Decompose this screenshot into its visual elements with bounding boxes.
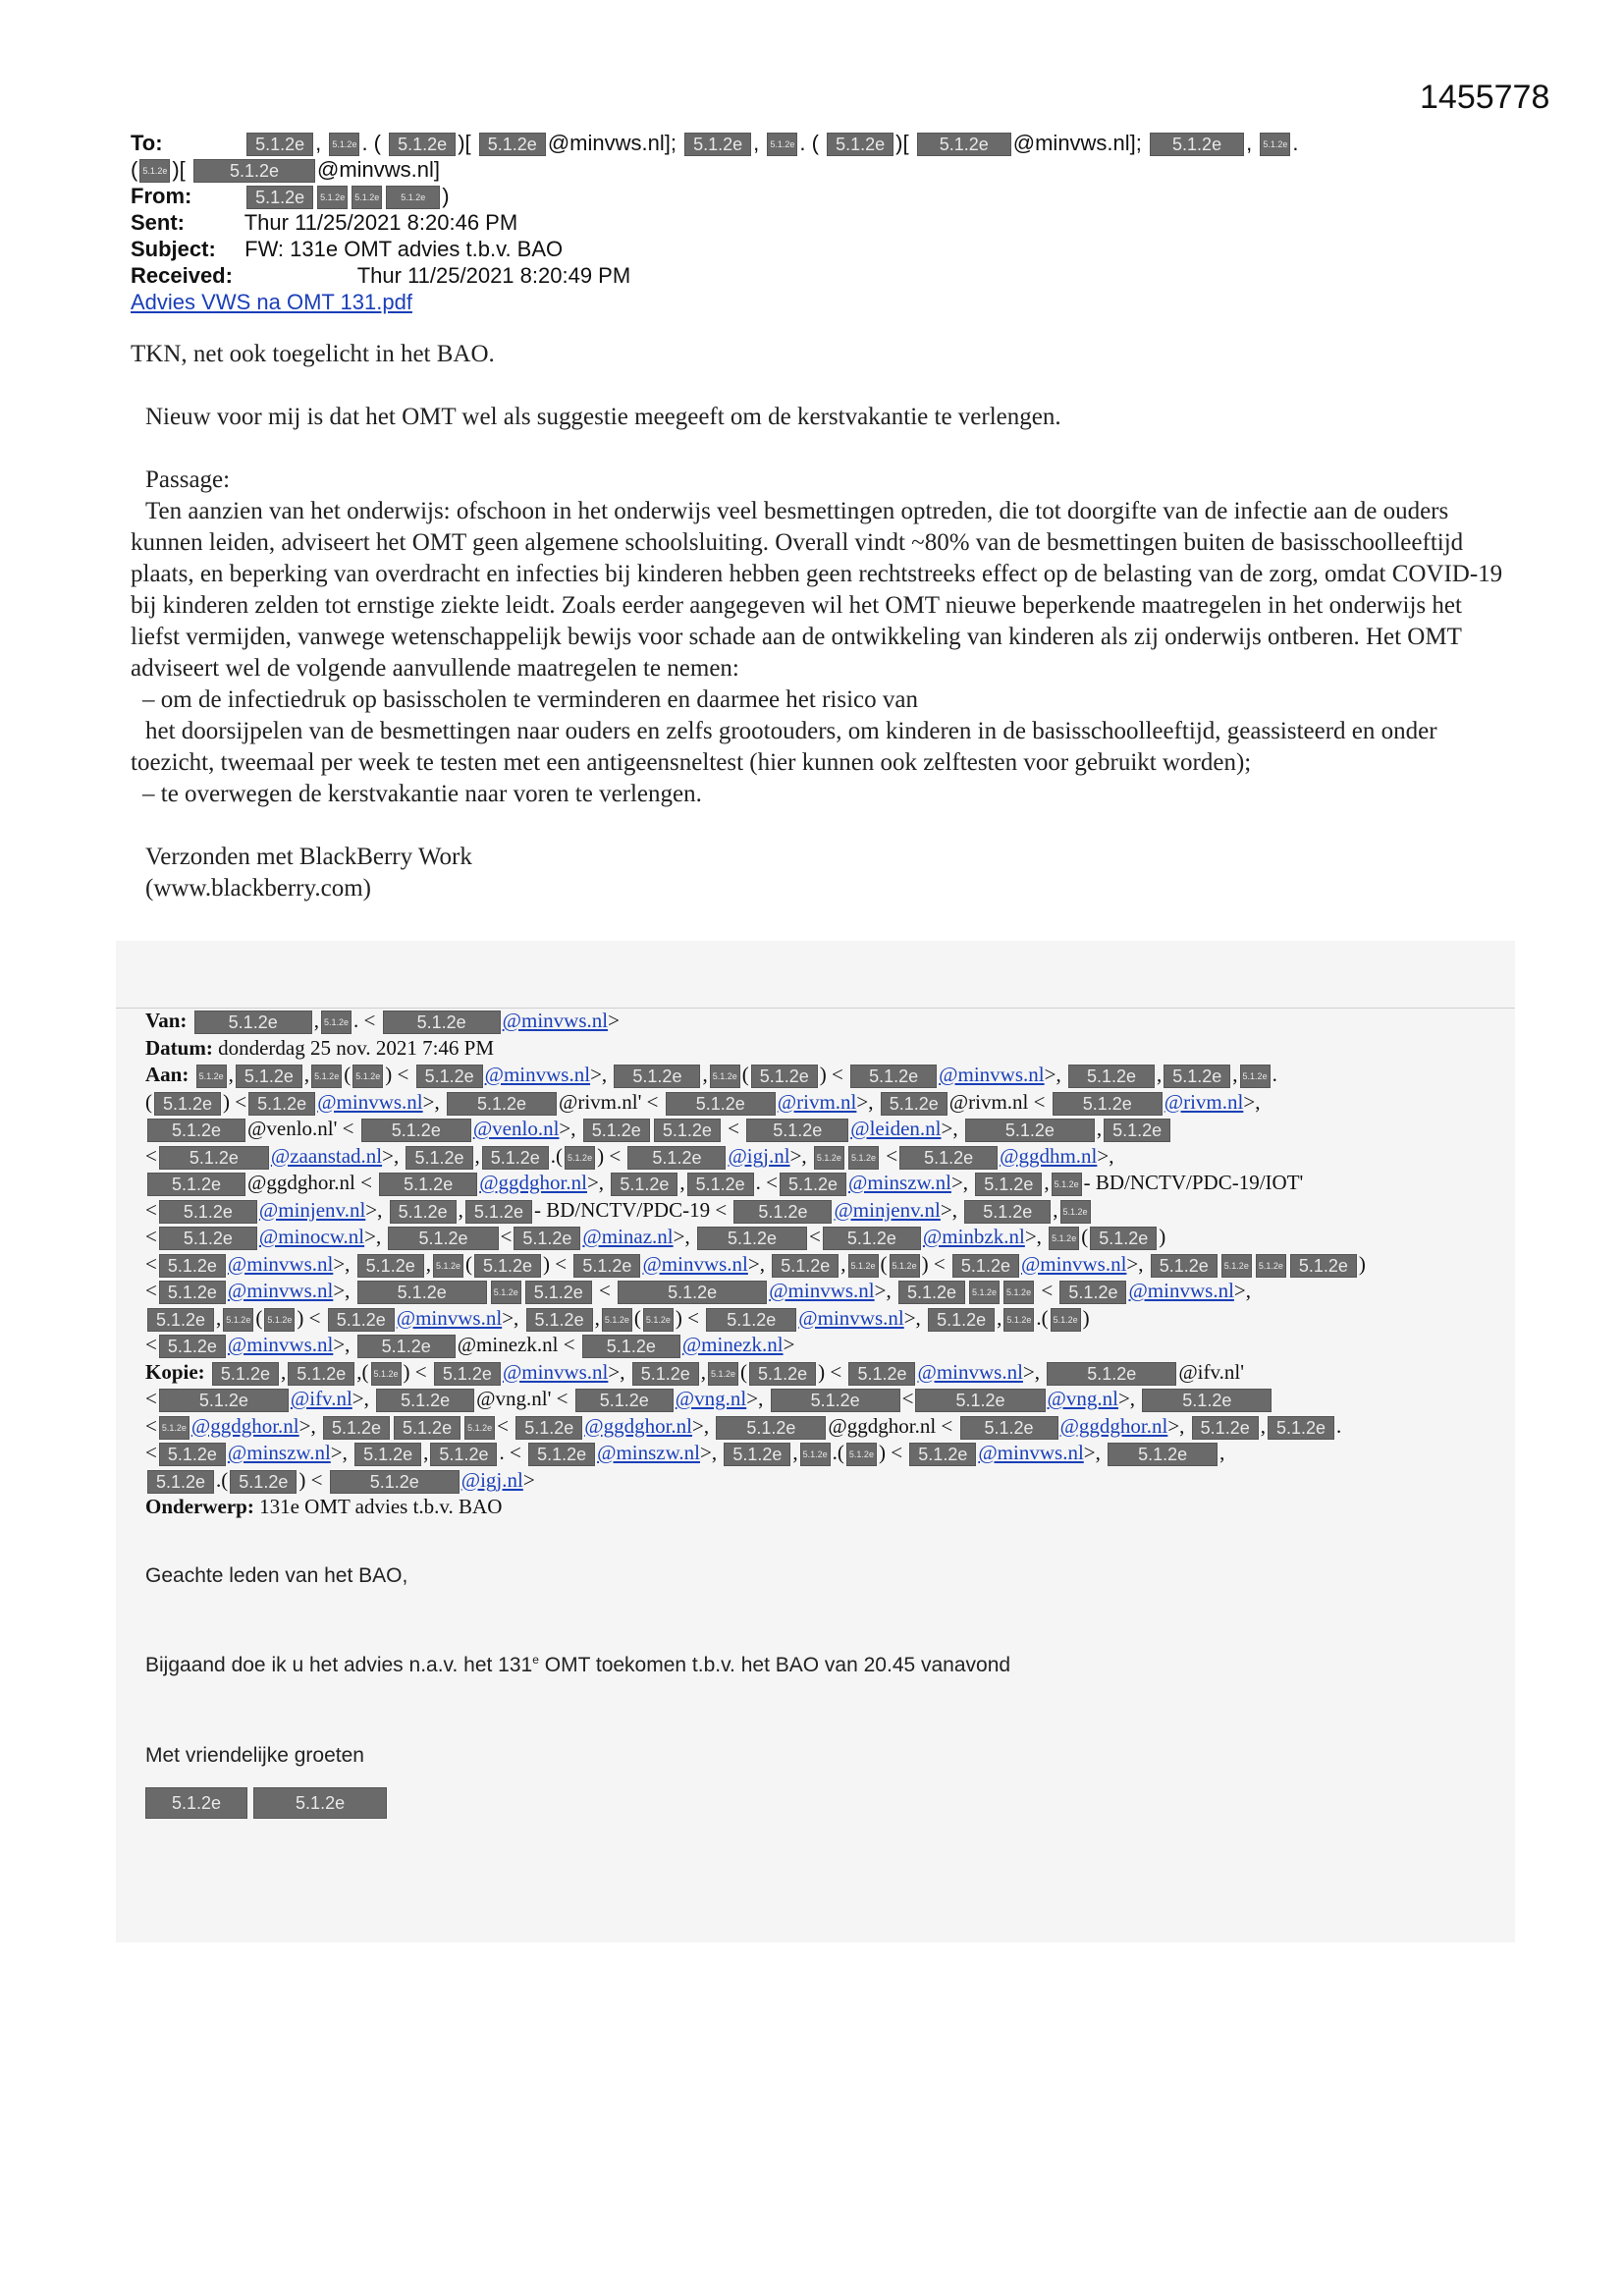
email-link[interactable]: @minbzk.nl (922, 1225, 1025, 1248)
redaction: 5.1.2e (964, 1200, 1051, 1224)
redaction: 5.1.2e (328, 1308, 395, 1332)
document-number: 1455778 (1420, 79, 1550, 116)
redaction: 5.1.2e (139, 159, 170, 183)
redaction: 5.1.2e (1268, 1416, 1334, 1440)
redaction: 5.1.2e (1051, 1308, 1081, 1332)
redaction: 5.1.2e (1060, 1200, 1091, 1224)
redaction: 5.1.2e (357, 1281, 487, 1304)
redaction: 5.1.2e (386, 186, 440, 209)
sent-value: Thur 11/25/2021 8:20:46 PM (244, 210, 518, 235)
sent-label: Sent: (131, 210, 185, 235)
email-link[interactable]: @minvws.nl (1128, 1279, 1234, 1302)
email-link[interactable]: @minvws.nl (227, 1279, 334, 1302)
email-link[interactable]: @ifv.nl (290, 1387, 352, 1410)
redaction: 5.1.2e (881, 1092, 947, 1116)
redaction: 5.1.2e (899, 1146, 998, 1170)
to-line-2: ( 5.1.2e )[ 5.1.2e @minvws.nl] (131, 157, 441, 182)
redaction: 5.1.2e (376, 1389, 474, 1412)
received-line (131, 262, 1544, 289)
redaction: 5.1.2e (479, 133, 546, 156)
redaction: 5.1.2e (800, 1443, 831, 1466)
redaction: 5.1.2e (464, 1416, 495, 1440)
kopie-line: < 5.1.2e @minszw.nl>, 5.1.2e , 5.1.2e . < 5.1.2e @minszw.nl>, 5.1.2e , 5.1.2e .( 5.1.2e ) < 5.1.2e @minvws.nl>, 5.1.2e , (145, 1441, 1225, 1465)
redaction: 5.1.2e (379, 1173, 477, 1196)
redaction: 5.1.2e (264, 1308, 295, 1332)
redaction: 5.1.2e (850, 1065, 937, 1088)
subject-label: Subject: (131, 237, 216, 261)
redaction: 5.1.2e (159, 1146, 269, 1170)
aan-line: < 5.1.2e @minocw.nl>, 5.1.2e < 5.1.2e @minaz.nl>, 5.1.2e < 5.1.2e @minbzk.nl>, 5.1.2e ( 5.1.2e ) (145, 1225, 1166, 1249)
redaction: 5.1.2e (632, 1362, 699, 1386)
email-link[interactable]: @minvws.nl (396, 1305, 503, 1330)
aan-line: 5.1.2e @venlo.nl' < 5.1.2e @venlo.nl>, 5.1.2e 5.1.2e < 5.1.2e @leiden.nl>, 5.1.2e , 5.1.2e (145, 1116, 1510, 1143)
redaction: 5.1.2e (898, 1281, 965, 1304)
redaction: 5.1.2e (354, 1443, 421, 1466)
subject-line (131, 236, 1544, 262)
redaction: 5.1.2e (321, 1011, 352, 1034)
email-link[interactable]: @vng.nl (675, 1387, 747, 1410)
redaction: 5.1.2e (389, 133, 456, 156)
redaction: 5.1.2e (746, 1119, 848, 1142)
redaction: 5.1.2e (1142, 1389, 1272, 1412)
from-label: From: (131, 184, 192, 208)
redaction: 5.1.2e (848, 1254, 879, 1278)
kopie-label: Kopie: (145, 1359, 205, 1384)
redaction: 5.1.2e (1104, 1119, 1170, 1142)
redaction: 5.1.2e (230, 1470, 297, 1494)
signature-1: Verzonden met BlackBerry Work (145, 844, 472, 870)
redaction: 5.1.2e (159, 1254, 226, 1278)
greeting: Geachte leden van het BAO, (145, 1564, 408, 1587)
email-link[interactable]: @ggdghor.nl (584, 1413, 693, 1438)
datum-label: Datum: (145, 1035, 213, 1060)
redaction: 5.1.2e (848, 1146, 879, 1170)
redaction: 5.1.2e (246, 186, 313, 209)
redaction: 5.1.2e (627, 1146, 726, 1170)
email-link[interactable]: @minvws.nl (978, 1441, 1084, 1464)
redaction: 5.1.2e (917, 133, 1011, 156)
email-link[interactable]: @minszw.nl (848, 1171, 951, 1194)
note-text: Nieuw voor mij is dat het OMT wel als suggestie meegeeft om de kerstvakantie te verlengen. (145, 404, 1061, 430)
redaction: 5.1.2e (248, 1092, 315, 1116)
redaction: 5.1.2e (890, 1254, 920, 1278)
redaction: 5.1.2e (474, 1254, 541, 1278)
email-link[interactable]: @vng.nl (1047, 1387, 1118, 1410)
redaction: 5.1.2e (1053, 1092, 1163, 1116)
redaction: 5.1.2e (1221, 1254, 1252, 1278)
redaction: 5.1.2e (724, 1443, 790, 1466)
aan-line: 5.1.2e @ggdghor.nl < 5.1.2e @ggdghor.nl>, 5.1.2e , 5.1.2e . < 5.1.2e @minszw.nl>, 5.1.2e , 5.1.2e - BD/NCTV/PDC-19/IOT' (145, 1170, 1510, 1197)
body-text: Bijgaand doe ik u het advies n.a.v. het 131e OMT toekomen t.b.v. het BAO van 20.45 vanavond (145, 1653, 1011, 1676)
redaction: 5.1.2e (618, 1281, 767, 1304)
aan-line: ( 5.1.2e ) < 5.1.2e @minvws.nl>, 5.1.2e @rivm.nl' < 5.1.2e @rivm.nl>, 5.1.2e @rivm.nl < 5.1.2e @rivm.nl>, (145, 1089, 1261, 1114)
redaction: 5.1.2e (147, 1470, 214, 1494)
redaction: 5.1.2e (288, 1362, 354, 1386)
redaction: 5.1.2e (751, 1065, 818, 1088)
redaction: 5.1.2e (357, 1335, 456, 1358)
redaction: 5.1.2e (611, 1173, 677, 1196)
redaction: 5.1.2e (311, 1065, 342, 1088)
redaction: 5.1.2e (687, 1173, 754, 1196)
redaction: 5.1.2e (357, 1254, 424, 1278)
redaction: 5.1.2e (159, 1416, 189, 1440)
redaction: 5.1.2e (716, 1416, 826, 1440)
redaction: 5.1.2e (361, 1119, 471, 1142)
email-link[interactable]: @minjenv.nl (258, 1197, 366, 1222)
redaction: 5.1.2e (159, 1227, 257, 1250)
email-link[interactable]: @minvws.nl (484, 1063, 591, 1086)
email-link[interactable]: @minjenv.nl (834, 1197, 941, 1222)
closing: Met vriendelijke groeten (145, 1744, 364, 1767)
email-link[interactable]: @venlo.nl (472, 1117, 560, 1140)
redaction: 5.1.2e (159, 1335, 226, 1358)
redaction: 5.1.2e (573, 1254, 640, 1278)
from-line: From: 5.1.2e 5.1.2e 5.1.2e 5.1.2e ) (131, 184, 450, 208)
to-label: To: (131, 131, 163, 155)
redaction: 5.1.2e (159, 1281, 226, 1304)
onderwerp-line (145, 1494, 1510, 1521)
redaction: 5.1.2e (253, 1787, 387, 1819)
datum-line (145, 1035, 1510, 1063)
to-domain: @minvws.nl]; (1012, 131, 1142, 155)
email-link[interactable]: @minvws.nl (1020, 1251, 1127, 1276)
datum-value: donderdag 25 nov. 2021 7:46 PM (218, 1035, 495, 1060)
email-link[interactable]: @minvws.nl (642, 1251, 748, 1276)
redaction: 5.1.2e (323, 1416, 390, 1440)
redaction: 5.1.2e (525, 1281, 592, 1304)
email-link[interactable]: @rivm.nl (1164, 1089, 1244, 1114)
redaction: 5.1.2e (147, 1308, 214, 1332)
redaction: 5.1.2e (526, 1308, 593, 1332)
aan-line: Aan: 5.1.2e , 5.1.2e , 5.1.2e ( 5.1.2e ) < 5.1.2e @minvws.nl>, 5.1.2e , 5.1.2e ( 5.1.2e ) < 5.1.2e @minvws.nl>, 5.1.2e , 5.1.2e , 5.1.2e . (145, 1063, 1277, 1087)
redaction: 5.1.2e (602, 1308, 632, 1332)
redaction: 5.1.2e (154, 1092, 221, 1116)
passage-text: Ten aanzien van het onderwijs: ofschoon in het onderwijs veel besmettingen optreden, die tot doorgifte van de infectie aan de ouders kunnen leiden, adviseert het OMT geen algemene schoolsluiting. Overall vindt ~80% van de besmettingen buiten de basisschoolleeftijd plaats, en beperking van overdracht en infecties bij kinderen hebben geen rechtstreeks effect op de belasting van de zorg, omdat COVID-19 bij kinderen zelden tot ernstige ziekte leidt. Zoals eerder aangegeven wil het OMT nieuwe beperkende maatregelen in het onderwijs het liefst vermijden, vanwege wetenschappelijk bewijs voor schade aan de ontwikkeling van kinderen als zij onderwijs ontberen. Het OMT adviseert wel de volgende aanvullende maatregelen te nemen: (131, 498, 1503, 682)
aan-line: < 5.1.2e @minvws.nl>, 5.1.2e , 5.1.2e ( 5.1.2e ) < 5.1.2e @minvws.nl>, 5.1.2e , 5.1.2e ( 5.1.2e ) < 5.1.2e @minvws.nl>, 5.1.2e 5.1.2e 5.1.2e 5.1.2e ) (145, 1251, 1366, 1276)
redaction: 5.1.2e (430, 1443, 497, 1466)
redaction: 5.1.2e (1260, 133, 1290, 156)
redaction: 5.1.2e (1108, 1443, 1218, 1466)
aan-label: Aan: (145, 1063, 189, 1086)
redaction: 5.1.2e (960, 1416, 1058, 1440)
redaction: 5.1.2e (846, 1443, 877, 1466)
email-link[interactable]: @minvws.nl (917, 1359, 1023, 1384)
message-body (131, 339, 1505, 904)
redaction: 5.1.2e (212, 1362, 279, 1386)
van-label: Van: (145, 1009, 188, 1032)
bullet-1b: het doorsijpelen van de besmettingen naar ouders en zelfs grootouders, om kinderen in de basisschoolleeftijd, geassisteerd en onder toezicht, tweemaal per week te testen met een antigeensneltest (hier kunnen ook zelftesten voor gebruikt worden); (131, 718, 1437, 776)
email-link[interactable]: @minezk.nl (681, 1333, 784, 1356)
email-link[interactable]: @igj.nl (728, 1143, 790, 1168)
redaction: 5.1.2e (1003, 1308, 1034, 1332)
redaction: 5.1.2e (1240, 1065, 1271, 1088)
redaction: 5.1.2e (684, 133, 751, 156)
redaction: 5.1.2e (196, 1065, 227, 1088)
redaction: 5.1.2e (465, 1200, 532, 1224)
redaction: 5.1.2e (780, 1173, 846, 1196)
aan-line: < 5.1.2e @minjenv.nl>, 5.1.2e , 5.1.2e - BD/NCTV/PDC-19 < 5.1.2e @minjenv.nl>, 5.1.2e , 5.1.2e (145, 1197, 1510, 1225)
redaction: 5.1.2e (352, 1065, 383, 1088)
email-link[interactable]: @minvws.nl (317, 1089, 423, 1114)
passage (131, 465, 1505, 810)
redaction: 5.1.2e (236, 1065, 302, 1088)
redaction: 5.1.2e (848, 1362, 915, 1386)
redaction: 5.1.2e (827, 133, 893, 156)
email-link[interactable]: @igj.nl (460, 1467, 523, 1492)
redaction: 5.1.2e (434, 1362, 501, 1386)
kopie-line: < 5.1.2e @ggdghor.nl>, 5.1.2e 5.1.2e 5.1.2e < 5.1.2e @ggdghor.nl>, 5.1.2e @ggdghor.nl < 5.1.2e @ggdghor.nl>, 5.1.2e , 5.1.2e . (145, 1413, 1342, 1438)
to-domain: @minvws.nl] (316, 157, 441, 182)
redaction: 5.1.2e (388, 1227, 498, 1250)
onderwerp-label: Onderwerp: (145, 1495, 254, 1518)
redaction: 5.1.2e (1068, 1065, 1155, 1088)
aan-line: < 5.1.2e @minvws.nl>, 5.1.2e 5.1.2e 5.1.2e < 5.1.2e @minvws.nl>, 5.1.2e 5.1.2e 5.1.2e < 5.1.2e @minvws.nl>, (145, 1279, 1251, 1303)
aan-line: < 5.1.2e @minvws.nl>, 5.1.2e @minezk.nl < 5.1.2e @minezk.nl> (145, 1333, 795, 1357)
redaction: 5.1.2e (147, 1173, 245, 1196)
kopie-line: < 5.1.2e @ifv.nl>, 5.1.2e @vng.nl' < 5.1.2e @vng.nl>, 5.1.2e < 5.1.2e @vng.nl>, 5.1.2e (145, 1386, 1510, 1413)
van-line: Van: 5.1.2e , 5.1.2e . < 5.1.2e @minvws.nl> (145, 1009, 620, 1033)
redaction: 5.1.2e (582, 1335, 680, 1358)
redaction: 5.1.2e (383, 1011, 501, 1034)
redaction: 5.1.2e (1256, 1254, 1286, 1278)
passage-label: Passage: (145, 466, 231, 493)
signature-2: (www.blackberry.com) (145, 875, 371, 902)
email-link[interactable]: @ggdghor.nl (479, 1171, 587, 1194)
redaction: 5.1.2e (654, 1119, 721, 1142)
redaction: 5.1.2e (330, 1470, 460, 1494)
redaction: 5.1.2e (909, 1443, 976, 1466)
redaction: 5.1.2e (1290, 1254, 1357, 1278)
redaction: 5.1.2e (965, 1119, 1095, 1142)
redaction: 5.1.2e (416, 1065, 483, 1088)
redaction: 5.1.2e (915, 1389, 1045, 1412)
redaction: 5.1.2e (159, 1389, 289, 1412)
redaction: 5.1.2e (528, 1443, 595, 1466)
redaction: 5.1.2e (1192, 1416, 1259, 1440)
aan-line: 5.1.2e , 5.1.2e ( 5.1.2e ) < 5.1.2e @minvws.nl>, 5.1.2e , 5.1.2e ( 5.1.2e ) < 5.1.2e @minvws.nl>, 5.1.2e , 5.1.2e .( 5.1.2e ) (145, 1305, 1510, 1333)
bullet-1a: – om de infectiedruk op basisscholen te verminderen en daarmee het risico van (142, 686, 918, 713)
redaction: 5.1.2e (952, 1254, 1019, 1278)
email-link[interactable]: @minvws.nl (227, 1333, 334, 1356)
intro-text: TKN, net ook toegelicht in het BAO. (131, 341, 495, 367)
email-link[interactable]: @minaz.nl (582, 1225, 674, 1248)
email-link[interactable]: @minvws.nl (502, 1359, 609, 1384)
redaction: 5.1.2e (823, 1227, 921, 1250)
redaction: 5.1.2e (614, 1065, 700, 1088)
email-header (131, 130, 1544, 315)
subject-value: FW: 131e OMT advies t.b.v. BAO (244, 237, 564, 261)
redaction: 5.1.2e (697, 1227, 807, 1250)
redaction: 5.1.2e (145, 1787, 247, 1819)
attachment-line (131, 289, 1544, 315)
redaction: 5.1.2e (194, 1011, 312, 1034)
redaction: 5.1.2e (514, 1227, 580, 1250)
redaction: 5.1.2e (1151, 1254, 1218, 1278)
email-link[interactable]: @minvws.nl (227, 1251, 334, 1276)
redaction: 5.1.2e (390, 1200, 457, 1224)
redaction: 5.1.2e (1047, 1362, 1176, 1386)
redaction: 5.1.2e (928, 1308, 995, 1332)
redaction: 5.1.2e (575, 1389, 674, 1412)
email-link[interactable]: @minvws.nl (769, 1279, 875, 1302)
redaction: 5.1.2e (1059, 1281, 1126, 1304)
forward-header (145, 1008, 1510, 1521)
redaction: 5.1.2e (491, 1281, 521, 1304)
redaction: 5.1.2e (1052, 1173, 1082, 1196)
email-link[interactable]: @minocw.nl (258, 1225, 365, 1248)
email-link[interactable]: @rivm.nl (777, 1089, 857, 1114)
sent-line (131, 209, 1544, 236)
email-link[interactable]: @ggdghor.nl (190, 1413, 299, 1438)
redaction: 5.1.2e (969, 1281, 1000, 1304)
redaction: 5.1.2e (772, 1254, 839, 1278)
received-label: Received: (131, 263, 233, 288)
redaction: 5.1.2e (1164, 1065, 1230, 1088)
redaction: 5.1.2e (975, 1173, 1042, 1196)
redaction: 5.1.2e (710, 1065, 740, 1088)
redaction: 5.1.2e (814, 1146, 844, 1170)
redaction: 5.1.2e (706, 1308, 796, 1332)
redaction: 5.1.2e (246, 133, 313, 156)
redaction: 5.1.2e (317, 186, 348, 209)
redaction: 5.1.2e (159, 1200, 257, 1224)
email-link[interactable]: @minszw.nl (597, 1441, 700, 1464)
redaction: 5.1.2e (1090, 1227, 1157, 1250)
attachment-link[interactable]: Advies VWS na OMT 131.pdf (131, 290, 412, 314)
redaction: 5.1.2e (147, 1119, 245, 1142)
redaction: 5.1.2e (352, 186, 382, 209)
redaction: 5.1.2e (771, 1389, 900, 1412)
redaction: 5.1.2e (515, 1416, 582, 1440)
to-line: To: 5.1.2e , 5.1.2e . ( 5.1.2e )[ 5.1.2e @minvws.nl]; 5.1.2e , 5.1.2e . ( 5.1.2e )[ 5.1.2e @minvws.nl]; 5.1.2e , 5.1.2e . (131, 131, 1299, 155)
redaction: 5.1.2e (749, 1362, 816, 1386)
redaction: 5.1.2e (1049, 1227, 1079, 1250)
signature-redactions (145, 1787, 393, 1819)
email-link[interactable]: @minvws.nl (798, 1305, 904, 1330)
redaction: 5.1.2e (482, 1146, 549, 1170)
aan-line: < 5.1.2e @zaanstad.nl>, 5.1.2e , 5.1.2e .( 5.1.2e ) < 5.1.2e @igj.nl>, 5.1.2e 5.1.2e < 5.1.2e @ggdhm.nl>, (145, 1143, 1114, 1168)
redaction: 5.1.2e (406, 1146, 472, 1170)
redaction: 5.1.2e (159, 1443, 226, 1466)
bullet-2: – te overwegen de kerstvakantie naar voren te verlengen. (142, 781, 702, 807)
email-link[interactable]: @ggdghor.nl (1059, 1413, 1168, 1438)
redaction: 5.1.2e (666, 1092, 776, 1116)
redaction: 5.1.2e (329, 133, 359, 156)
redaction: 5.1.2e (565, 1146, 595, 1170)
kopie-line: Kopie: 5.1.2e , 5.1.2e ,( 5.1.2e ) < 5.1.2e @minvws.nl>, 5.1.2e , 5.1.2e ( 5.1.2e ) < 5.1.2e @minvws.nl>, 5.1.2e @ifv.nl' (145, 1359, 1244, 1384)
email-link[interactable]: @ggdhm.nl (1000, 1143, 1098, 1168)
redaction: 5.1.2e (733, 1200, 832, 1224)
redaction: 5.1.2e (394, 1416, 460, 1440)
redaction: 5.1.2e (643, 1308, 674, 1332)
email-link[interactable]: @zaanstad.nl (270, 1143, 383, 1168)
redaction: 5.1.2e (223, 1308, 253, 1332)
redaction: 5.1.2e (708, 1362, 738, 1386)
redaction: 5.1.2e (1003, 1281, 1034, 1304)
received-value: Thur 11/25/2021 8:20:49 PM (356, 263, 631, 288)
email-link[interactable]: @minvws.nl (502, 1009, 609, 1032)
kopie-line: 5.1.2e .( 5.1.2e ) < 5.1.2e @igj.nl> (145, 1467, 1510, 1495)
redaction: 5.1.2e (371, 1362, 402, 1386)
onderwerp-value: 131e OMT advies t.b.v. BAO (259, 1495, 503, 1518)
email-link[interactable]: @minszw.nl (227, 1441, 331, 1464)
redaction: 5.1.2e (767, 133, 797, 156)
email-link[interactable]: @leiden.nl (850, 1117, 942, 1140)
to-domain: @minvws.nl]; (547, 131, 677, 155)
redaction: 5.1.2e (583, 1119, 650, 1142)
forwarded-message (116, 941, 1515, 1942)
email-link[interactable]: @minvws.nl (939, 1063, 1045, 1086)
redaction: 5.1.2e (193, 159, 315, 183)
redaction: 5.1.2e (447, 1092, 557, 1116)
redaction: 5.1.2e (1150, 133, 1244, 156)
redaction: 5.1.2e (433, 1254, 463, 1278)
